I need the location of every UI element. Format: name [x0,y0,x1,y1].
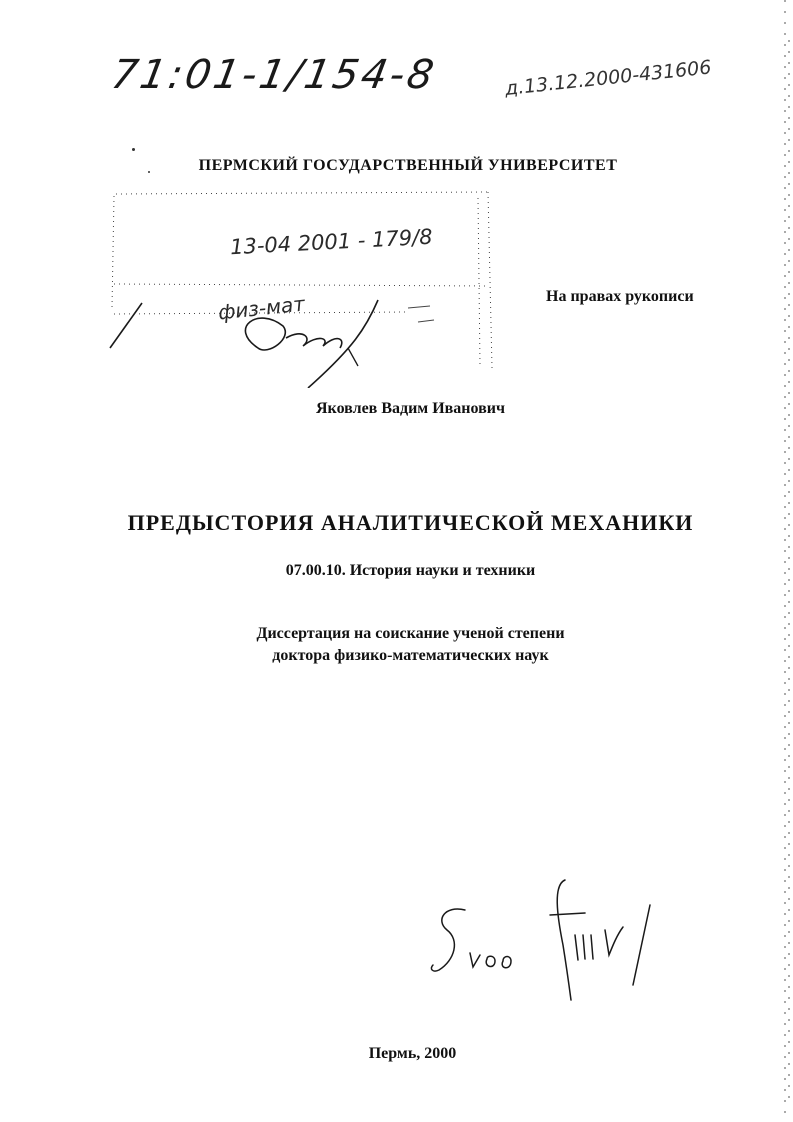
university-name: ПЕРМСКИЙ ГОСУДАРСТВЕННЫЙ УНИВЕРСИТЕТ [198,157,618,174]
rights-notice: На правах рукописи [546,288,694,305]
handwritten-signature [425,875,675,1005]
degree-line-1: Диссертация на соискание ученой степени [256,625,565,642]
specialty-code: 07.00.10. История науки и техники [285,562,536,579]
stamp-date: 13-04 2001 - 179/8 [229,224,434,260]
stamp-faculty: физ-мат [216,291,306,325]
scan-speck [132,148,135,151]
handwritten-accession-number: д.13.12.2000-431606 [503,56,713,100]
handwritten-shelf-code: 71:01-1/154-8 [107,52,440,98]
place-and-year: Пермь, 2000 [368,1045,457,1062]
library-stamp [108,188,498,388]
degree-line-2: доктора физико-математических наук [272,647,549,664]
author-name: Яковлев Вадим Иванович [316,400,505,417]
scan-edge-noise [757,0,793,1122]
dissertation-title: ПРЕДЫСТОРИЯ АНАЛИТИЧЕСКОЙ МЕХАНИКИ [127,510,694,535]
